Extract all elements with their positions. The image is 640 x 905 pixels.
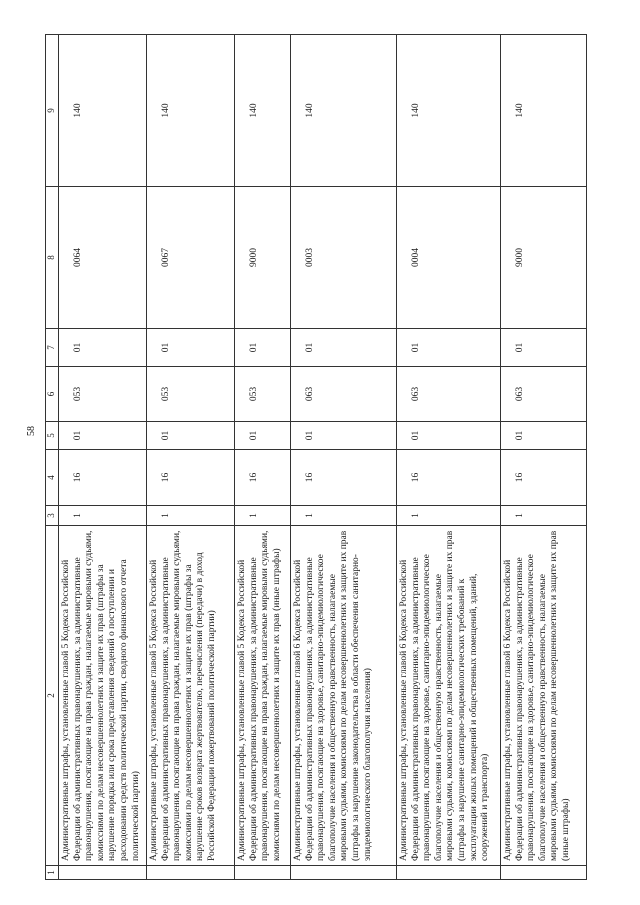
col-header-1: 1 [46,866,59,880]
row-col1-empty [147,866,235,880]
cell-c5: 01 [397,422,501,450]
row-col1-empty [501,866,587,880]
cell-c7: 01 [397,329,501,367]
cell-c8: 0064 [59,187,147,329]
row-col1-empty [397,866,501,880]
col-header-4: 4 [46,450,59,506]
cell-c3: 1 [147,506,235,526]
rotated-table-wrapper [45,35,585,880]
col-header-9: 9 [46,35,59,187]
cell-c3: 1 [501,506,587,526]
cell-c5: 01 [235,422,291,450]
cell-c9: 140 [397,35,501,187]
cell-c9: 140 [59,35,147,187]
col-header-5: 5 [46,422,59,450]
cell-c4: 16 [147,450,235,506]
cell-c8: 0004 [397,187,501,329]
table-row [235,35,291,880]
cell-c9: 140 [235,35,291,187]
cell-c6: 063 [397,367,501,422]
row-description: Административные штрафы, установленные главой 6 Кодекса Российской Федерации об административных правонарушениях, за административные правонарушения, посягающие на здоровье, санитарно-эпидемиологическое благополучие населения и общественную нравственность, налагаемые мировыми судьями, комиссиями по делам несовершеннолетних и защите их прав (штрафы за нарушение законодательства в области обеспечения санитарно-эпидемиологического благополучия населения) [291,526,397,866]
cell-c4: 16 [235,450,291,506]
cell-c6: 053 [59,367,147,422]
cell-c4: 16 [397,450,501,506]
page-number: 58 [26,426,37,436]
cell-c7: 01 [501,329,587,367]
cell-c4: 16 [291,450,397,506]
cell-c6: 063 [501,367,587,422]
table-row [291,35,397,880]
cell-c5: 01 [291,422,397,450]
col-header-2: 2 [46,526,59,866]
row-col1-empty [235,866,291,880]
row-col1-empty [59,866,147,880]
cell-c8: 9000 [501,187,587,329]
cell-c7: 01 [291,329,397,367]
cell-c3: 1 [397,506,501,526]
cell-c7: 01 [235,329,291,367]
header-row [46,35,59,880]
col-header-7: 7 [46,329,59,367]
cell-c5: 01 [501,422,587,450]
cell-c9: 140 [501,35,587,187]
row-description: Административные штрафы, установленные главой 6 Кодекса Российской Федерации об административных правонарушениях, за административные правонарушения, посягающие на здоровье, санитарно-эпидемиологическое благополучие населения и общественную нравственность, налагаемые мировыми судьями, комиссиями по делам несовершеннолетних и защите их прав (штрафы за нарушение санитарно-эпидемиологических требований к эксплуатации жилых помещений и общественных помещений, зданий, сооружений и транспорта) [397,526,501,866]
cell-c7: 01 [59,329,147,367]
cell-c6: 063 [291,367,397,422]
cell-c8: 0003 [291,187,397,329]
cell-c8: 0067 [147,187,235,329]
budget-codes-table [45,34,587,880]
cell-c8: 9000 [235,187,291,329]
cell-c7: 01 [147,329,235,367]
table-row [147,35,235,880]
cell-c6: 053 [235,367,291,422]
row-description: Административные штрафы, установленные главой 6 Кодекса Российской Федерации об административных правонарушениях, за административные правонарушения, посягающие на здоровье, санитарно-эпидемиологическое благополучие населения и общественную нравственность, налагаемые мировыми судьями, комиссиями по делам несовершеннолетних и защите их прав (иные штрафы) [501,526,587,866]
row-description: Административные штрафы, установленные главой 5 Кодекса Российской Федерации об административных правонарушениях, за административные правонарушения, посягающие на права граждан, налагаемые мировыми судьями, комиссиями по делам несовершеннолетних и защите их прав (штрафы за нарушение сроков возврата жертвователю, перечисления (передачи) в доход Российской Федерации пожертвований политической партии) [147,526,235,866]
cell-c9: 140 [147,35,235,187]
cell-c9: 140 [291,35,397,187]
cell-c3: 1 [59,506,147,526]
col-header-3: 3 [46,506,59,526]
col-header-6: 6 [46,367,59,422]
cell-c3: 1 [291,506,397,526]
cell-c5: 01 [147,422,235,450]
cell-c3: 1 [235,506,291,526]
cell-c4: 16 [59,450,147,506]
cell-c6: 053 [147,367,235,422]
cell-c4: 16 [501,450,587,506]
row-description: Административные штрафы, установленные главой 5 Кодекса Российской Федерации об административных правонарушениях, за административные правонарушения, посягающие на права граждан, налагаемые мировыми судьями, комиссиями по делам несовершеннолетних и защите их прав (иные штрафы) [235,526,291,866]
table-row [501,35,587,880]
table-row [397,35,501,880]
table-row [59,35,147,880]
row-col1-empty [291,866,397,880]
cell-c5: 01 [59,422,147,450]
col-header-8: 8 [46,187,59,329]
row-description: Административные штрафы, установленные главой 5 Кодекса Российской Федерации об административных правонарушениях, за административные правонарушения, посягающие на права граждан, налагаемые мировыми судьями, комиссиями по делам несовершеннолетних и защите их прав (штрафы за нарушение порядка или срока представления сведений о поступлении и расходовании средств политической партии, сводного финансового отчета политической партии) [59,526,147,866]
